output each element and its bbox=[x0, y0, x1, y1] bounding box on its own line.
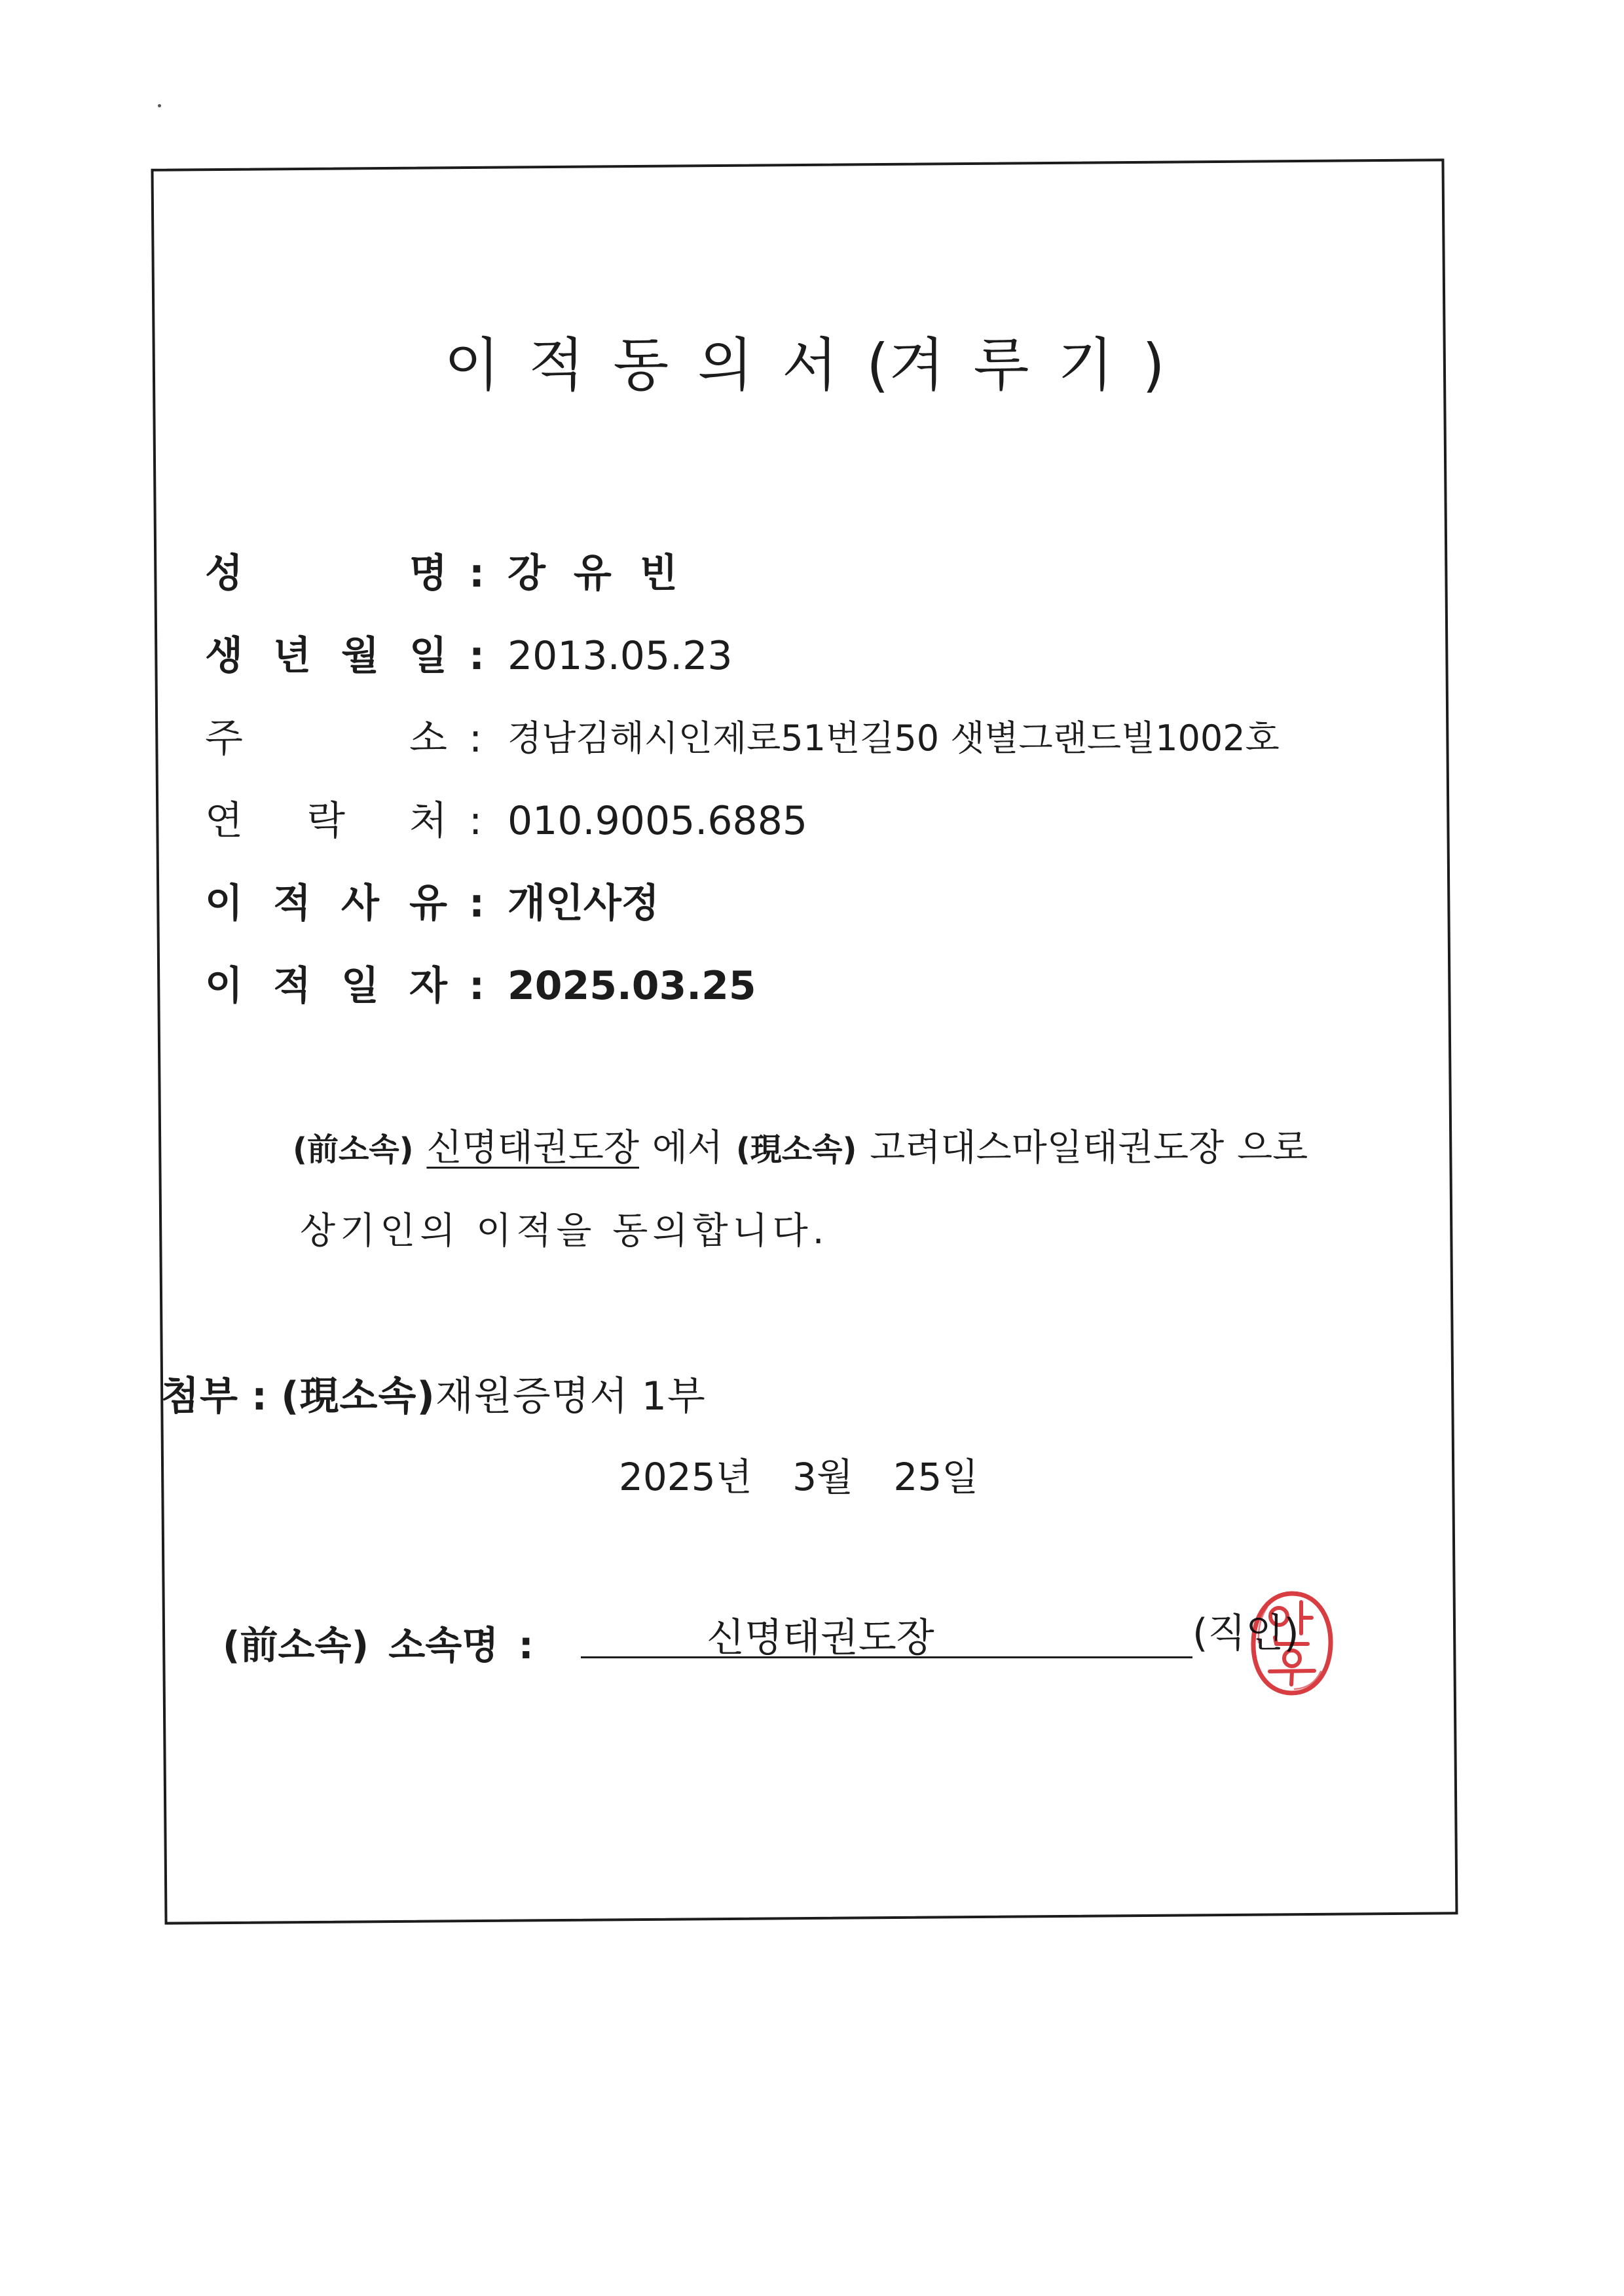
field-row-contact bbox=[205, 780, 1384, 862]
signature-club-name: 신명태권도장 bbox=[707, 1615, 934, 1661]
field-colon: : bbox=[469, 716, 483, 761]
from-word: 에서 bbox=[652, 1127, 724, 1169]
field-value-transfer-reason: 개인사정 bbox=[507, 881, 659, 926]
signature-club-label: 소속명 bbox=[388, 1623, 499, 1667]
curr-club-name: 고려대스마일태권도장 bbox=[870, 1127, 1225, 1169]
signature-colon: : bbox=[518, 1623, 534, 1667]
field-row-name bbox=[205, 532, 1384, 615]
prev-club-name: 신명태권도장 bbox=[426, 1127, 640, 1169]
attachment-item: 재원증명서 1부 bbox=[435, 1374, 706, 1419]
field-label-contact: 연 락 처 bbox=[205, 798, 447, 844]
seal-mark-bottom-stem bbox=[1291, 1671, 1292, 1685]
attachment-label: 첨부 bbox=[161, 1374, 238, 1419]
field-label-address: 주 소 bbox=[205, 716, 447, 761]
attachment-colon: : bbox=[251, 1374, 268, 1419]
seal-mark-top-base bbox=[1275, 1637, 1308, 1644]
prev-affiliation-tag: (前소속) bbox=[293, 1131, 414, 1168]
consent-line bbox=[293, 1119, 1308, 1179]
seal-mark-top-stroke bbox=[1301, 1602, 1312, 1633]
scan-speck bbox=[158, 104, 161, 107]
field-label-name: 성 명 bbox=[205, 551, 447, 596]
field-value-birthdate: 2013.05.23 bbox=[507, 633, 733, 679]
field-colon: : bbox=[469, 551, 485, 596]
field-value-address: 경남김해시인제로51번길50 샛별그랜드빌1002호 bbox=[507, 718, 1280, 759]
attachment-tag: (現소속) bbox=[281, 1374, 435, 1419]
curr-affiliation-tag: (現소속) bbox=[735, 1131, 857, 1168]
field-colon: : bbox=[469, 963, 485, 1009]
to-word: 으로 bbox=[1237, 1127, 1308, 1169]
seal-mark-top-circle bbox=[1270, 1608, 1287, 1625]
field-row-birthdate bbox=[205, 615, 1384, 697]
signature-prev-tag: (前소속) bbox=[223, 1623, 369, 1667]
field-label-transfer-date: 이 적 일 자 bbox=[205, 963, 447, 1009]
field-label-birthdate: 생 년 월 일 bbox=[205, 633, 447, 679]
seal-stamp bbox=[1247, 1588, 1336, 1699]
field-colon: : bbox=[469, 633, 485, 679]
field-label-transfer-reason: 이 적 사 유 bbox=[205, 881, 447, 926]
signature-label bbox=[223, 1616, 534, 1675]
field-row-address bbox=[205, 697, 1384, 780]
field-colon: : bbox=[469, 881, 485, 926]
seal-label: (직인) bbox=[1192, 1611, 1299, 1656]
field-row-transfer-reason bbox=[205, 862, 1384, 945]
attachment-line bbox=[161, 1367, 706, 1426]
field-value-name: 강 유 빈 bbox=[507, 551, 678, 596]
field-colon: : bbox=[469, 798, 483, 844]
document-date: 2025년 3월 25일 bbox=[619, 1455, 979, 1499]
field-value-contact: 010.9005.6885 bbox=[507, 798, 808, 844]
seal-mark-bottom-circle bbox=[1284, 1650, 1300, 1666]
field-value-transfer-date: 2025.03.25 bbox=[507, 963, 756, 1009]
field-row-transfer-date bbox=[205, 945, 1384, 1027]
document-title: 이 적 동 의 서 (겨 루 기 ) bbox=[444, 331, 1165, 399]
consent-statement: 상기인의 이적을 동의합니다. bbox=[300, 1210, 829, 1252]
